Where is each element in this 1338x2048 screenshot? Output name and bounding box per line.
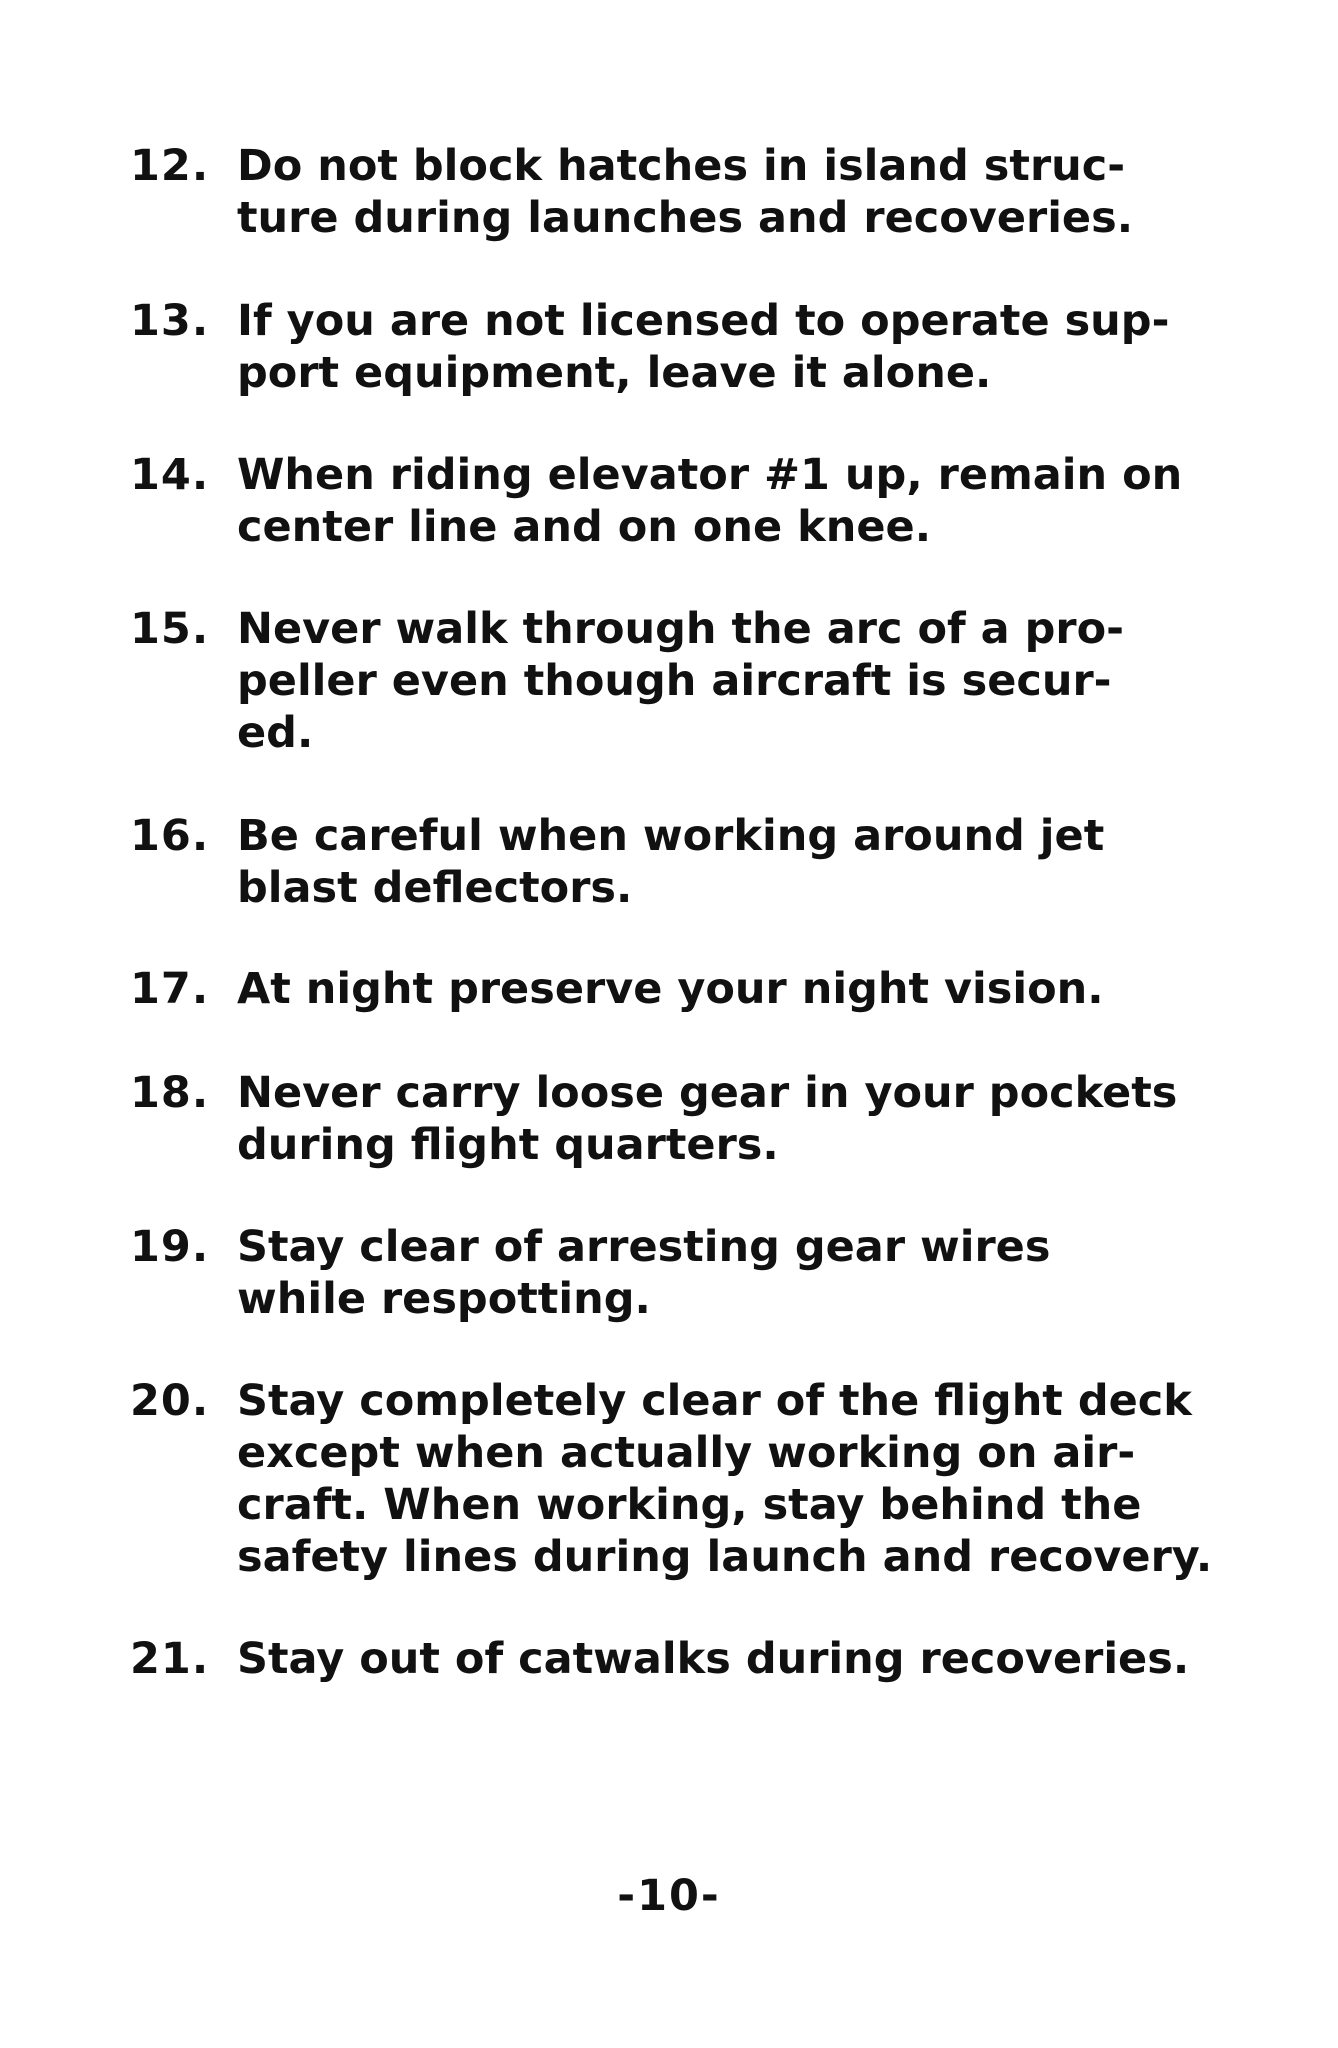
item-number: 16. <box>130 811 210 861</box>
item-number: 19. <box>130 1222 210 1272</box>
item-number: 20. <box>130 1376 210 1426</box>
item-text: At night preserve your night vision. <box>237 964 1104 1014</box>
item-number: 17. <box>130 964 210 1014</box>
item-number: 13. <box>130 296 210 346</box>
item-text: Never carry loose gear in your pockets during flight quarters. <box>237 1068 1178 1170</box>
item-text: Never walk through the arc of a pro- peller even though aircraft is secur- ed. <box>237 604 1125 758</box>
item-text: Be careful when working around jet blast deflectors. <box>237 811 1105 913</box>
item-text: When riding elevator #1 up, remain on center line and on one knee. <box>237 450 1183 552</box>
item-text: Stay out of catwalks during recoveries. <box>237 1634 1190 1684</box>
page-number: -10- <box>617 1871 721 1921</box>
item-number: 15. <box>130 604 210 654</box>
item-number: 21. <box>130 1634 210 1684</box>
item-text: Stay completely clear of the flight deck except when actually working on air- craft. When working, stay behind the safety lines during launch and recovery. <box>237 1376 1213 1582</box>
item-number: 12. <box>130 141 210 191</box>
item-text: Do not block hatches in island struc- ture during launches and recoveries. <box>237 141 1134 243</box>
item-text: Stay clear of arresting gear wires while respotting. <box>237 1222 1051 1324</box>
item-text: If you are not licensed to operate sup- port equipment, leave it alone. <box>237 296 1170 398</box>
item-number: 14. <box>130 450 210 500</box>
item-number: 18. <box>130 1068 210 1118</box>
